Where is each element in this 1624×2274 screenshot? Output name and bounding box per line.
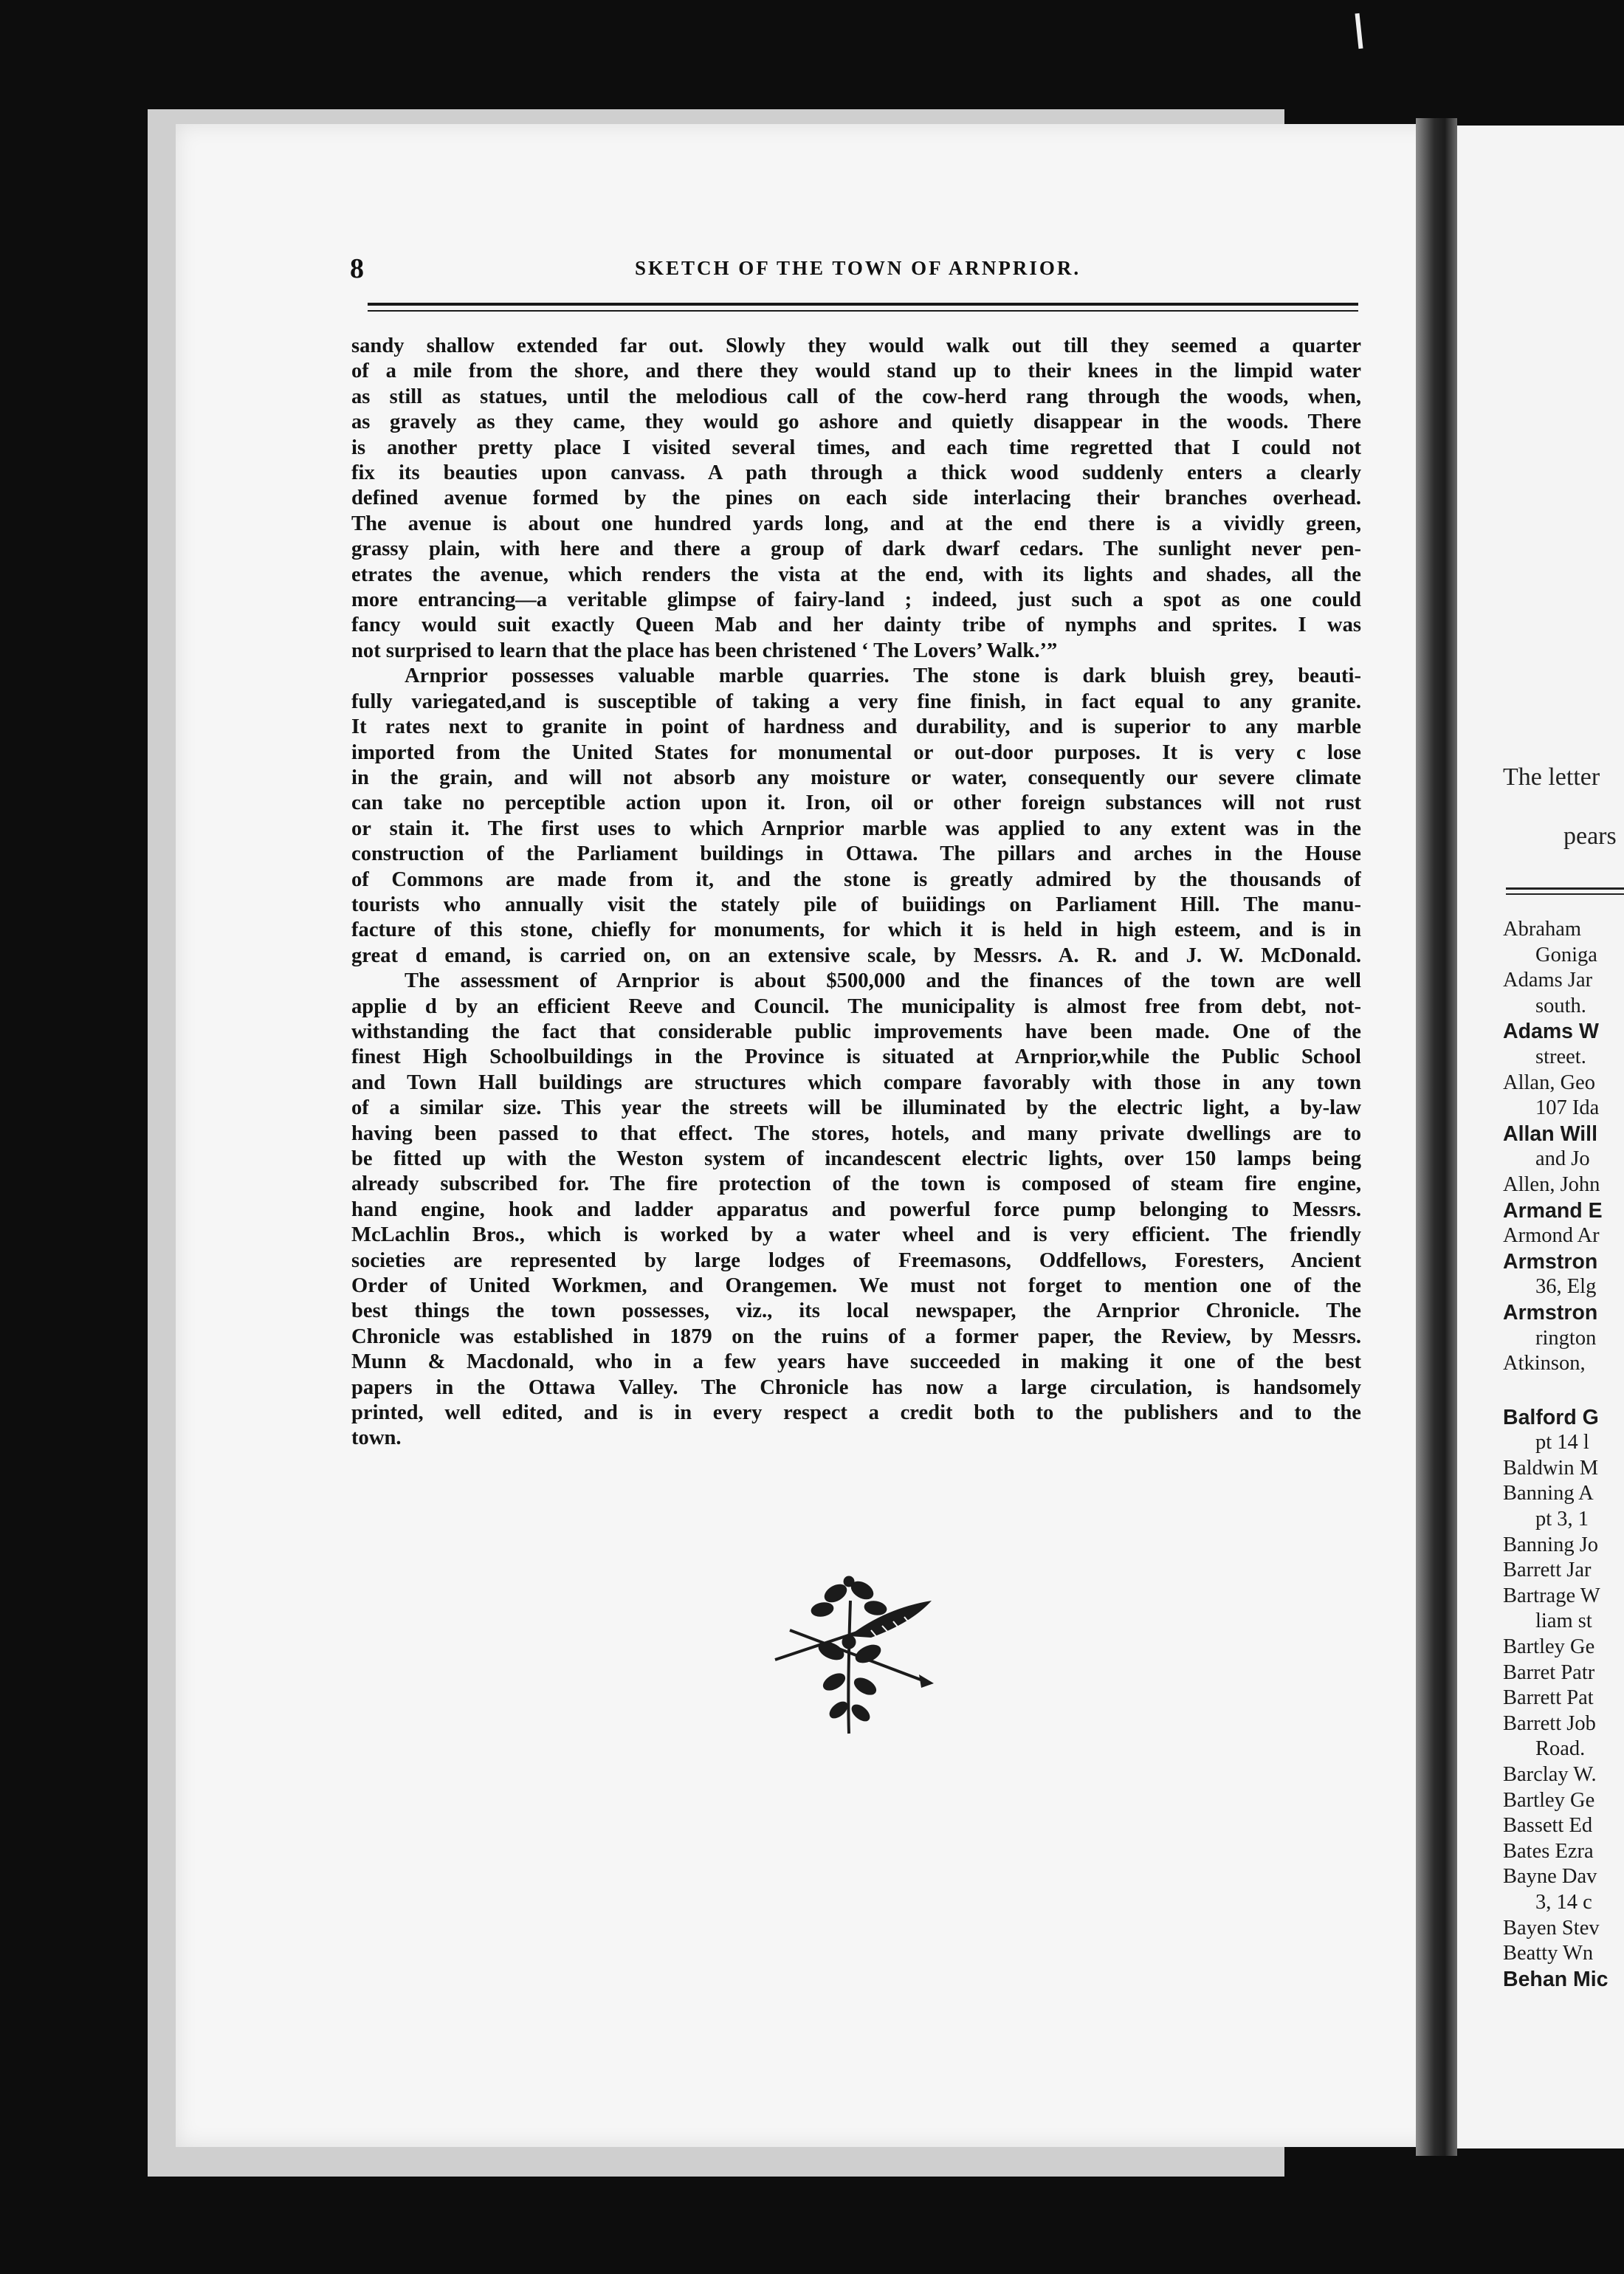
directory-entry-continuation: pt 3, 1 xyxy=(1535,1508,1589,1531)
text-line: of a similar size. This year the streets will be illuminated by the electric light, a by-law xyxy=(351,1096,1361,1120)
directory-entry-continuation: 36, Elg xyxy=(1535,1275,1597,1299)
directory-entry: Barret Patr xyxy=(1503,1660,1595,1684)
text-line: societies are represented by large lodges of Freemasons, Oddfellows, Foresters, Ancient xyxy=(351,1248,1361,1272)
text-line: grassy plain, with here and there a group of dark dwarf cedars. The sunlight never pen- xyxy=(351,537,1361,561)
text-line: defined avenue formed by the pines on each side interlacing their branches overhead. xyxy=(351,487,1361,510)
directory-entry: Bayne Dav xyxy=(1503,1865,1597,1889)
directory-entry: Bartley Ge xyxy=(1503,1788,1595,1812)
text-line: construction of the Parliament buildings in Ottawa. The pillars and arches in the House xyxy=(351,842,1361,866)
text-line: already subscribed for. The fire protection of the town is composed of steam fire engine, xyxy=(351,1172,1361,1196)
text-line: papers in the Ottawa Valley. The Chronicle has now a large circulation, is handsomely xyxy=(351,1375,1361,1399)
directory-entry: Balford G xyxy=(1503,1405,1599,1429)
right-page-rule xyxy=(1506,887,1624,890)
text-line: of Commons are made from it, and the stone is greatly admired by the thousands of xyxy=(351,868,1361,891)
directory-entry: Bartley Ge xyxy=(1503,1635,1595,1659)
text-line: sandy shallow extended far out. Slowly they would walk out till they seemed a quarter xyxy=(351,334,1361,357)
directory-entry: Barrett Job xyxy=(1503,1711,1596,1735)
text-line: best things the town possesses, viz., its local newspaper, the Arnprior Chronicle. The xyxy=(351,1299,1361,1323)
directory-entry: Armand E xyxy=(1503,1198,1603,1223)
text-line: Chronicle was established in 1879 on the ruins of a former paper, the Review, by Messrs. xyxy=(351,1325,1361,1348)
directory-entry: Bayen Stev xyxy=(1503,1916,1600,1940)
text-line: applie d by an efficient Reeve and Council. The municipality is almost free from debt, not- xyxy=(351,995,1361,1018)
text-line: tourists who annually visit the stately pile of buiidings on Parliament Hill. The manu- xyxy=(351,893,1361,916)
text-line: hand engine, hook and ladder apparatus and powerful force pump belonging to Messrs. xyxy=(351,1198,1361,1221)
directory-entry: Banning Jo xyxy=(1503,1533,1599,1556)
directory-entry-continuation: rington xyxy=(1535,1326,1597,1350)
directory-entry-continuation: pt 14 l xyxy=(1535,1431,1589,1454)
page-number: 8 xyxy=(350,253,364,284)
text-line: fix its beauties upon canvass. A path through a thick wood suddenly enters a clearly xyxy=(351,461,1361,485)
directory-entry: Armstron xyxy=(1503,1300,1598,1325)
directory-entry: Bartrage W xyxy=(1503,1584,1600,1607)
directory-entry-continuation: Goniga xyxy=(1535,943,1597,966)
text-line: is another pretty place I visited several times, and each time regretted that I could not xyxy=(351,436,1361,459)
text-line: etrates the avenue, which renders the vista at the end, with its lights and shades, all the xyxy=(351,563,1361,586)
text-line: fancy would suit exactly Queen Mab and her dainty tribe of nymphs and sprites. I was xyxy=(351,614,1361,637)
directory-entry: Behan Mic xyxy=(1503,1967,1608,1991)
text-line: imported from the United States for monumental or out-door purposes. It is very c lose xyxy=(351,741,1361,764)
directory-entry-continuation: street. xyxy=(1535,1045,1586,1068)
directory-entry: Baldwin M xyxy=(1503,1456,1599,1480)
text-line: town. xyxy=(351,1426,402,1450)
body-text xyxy=(351,334,1361,1452)
directory-entry: Allen, John xyxy=(1503,1172,1600,1196)
directory-entry: Bates Ezra xyxy=(1503,1839,1594,1863)
directory-entry: Armond Ar xyxy=(1503,1224,1600,1248)
text-line: Munn & Macdonald, who in a few years have succeeded in making it one of the best xyxy=(351,1350,1361,1374)
directory-entry: Allan Will xyxy=(1503,1121,1597,1146)
text-line: more entrancing—a veritable glimpse of fairy-land ; indeed, just such a spot as one could xyxy=(351,588,1361,612)
text-line: Order of United Workmen, and Orangemen. We must not forget to mention one of the xyxy=(351,1274,1361,1298)
right-page-rule-thin xyxy=(1506,893,1624,895)
text-line: as still as statues, until the melodious call of the cow-herd rang through the woods, when, xyxy=(351,385,1361,408)
text-line: having been passed to that effect. The stores, hotels, and many private dwellings are to xyxy=(351,1121,1361,1145)
text-line: McLachlin Bros., which is worked by a water wheel and is very efficient. The friendly xyxy=(351,1223,1361,1247)
text-line: great d emand, is carried on, on an extensive scale, by Messrs. A. R. and J. W. McDonald. xyxy=(351,944,1361,967)
text-line: or stain it. The first uses to which Arnprior marble was applied to any extent was in the xyxy=(351,817,1361,840)
paragraph-start: Arnprior possesses valuable marble quarries. The stone is dark bluish grey, beauti- xyxy=(405,664,1361,688)
directory-entry: Abraham xyxy=(1503,918,1582,941)
directory-entry-continuation: Road. xyxy=(1535,1737,1586,1761)
text-line: finest High Schoolbuildings in the Province is situated at Arnprior,while the Public School xyxy=(351,1045,1361,1069)
directory-entry: Bassett Ed xyxy=(1503,1814,1593,1838)
header-rule-thick xyxy=(368,303,1358,306)
directory-entry: Atkinson, xyxy=(1503,1352,1586,1375)
scan-edge-mark xyxy=(1355,13,1363,49)
text-line: facture of this stone, chiefly for monuments, for which it is held in high esteem, and is in xyxy=(351,918,1361,942)
directory-entry-continuation: and Jo xyxy=(1535,1147,1590,1171)
directory-entry: Allan, Geo xyxy=(1503,1071,1596,1094)
text-line: in the grain, and will not absorb any moisture or water, consequently our severe climate xyxy=(351,766,1361,789)
directory-entry-continuation: 107 Ida xyxy=(1535,1096,1600,1120)
directory-entry: Barrett Pat xyxy=(1503,1686,1594,1710)
directory-list xyxy=(1503,917,1624,1992)
directory-entry: Banning A xyxy=(1503,1482,1594,1505)
directory-entry: Armstron xyxy=(1503,1249,1598,1274)
text-line: as gravely as they came, they would go ashore and quietly disappear in the woods. There xyxy=(351,411,1361,434)
text-line: of a mile from the shore, and there they would stand up to their knees in the limpid water xyxy=(351,360,1361,383)
text-line: withstanding the fact that considerable public improvements have been made. One of the xyxy=(351,1020,1361,1043)
text-line: can take no perceptible action upon it. Iron, oil or other foreign substances will not rust xyxy=(351,791,1361,815)
text-line: and Town Hall buildings are structures which compare favorably with those in any town xyxy=(351,1071,1361,1094)
text-line: be fitted up with the Weston system of incandescent electric lights, over 150 lamps being xyxy=(351,1147,1361,1170)
paragraph-start: The assessment of Arnprior is about $500,000 and the finances of the town are well xyxy=(405,969,1361,993)
running-head: SKETCH OF THE TOWN OF ARNPRIOR. xyxy=(635,257,1081,279)
directory-entry-continuation: south. xyxy=(1535,994,1586,1017)
header-rule-thin xyxy=(368,310,1358,312)
directory-entry: Barrett Jar xyxy=(1503,1559,1592,1582)
text-line: not surprised to learn that the place has been christened ‘ The Lovers’ Walk.’” xyxy=(351,639,1058,662)
section-gap xyxy=(1503,1377,1624,1405)
directory-entry: Adams Jar xyxy=(1503,969,1593,992)
text-line: printed, well edited, and is in every respect a credit both to the publishers and to the xyxy=(351,1401,1361,1425)
book-gutter xyxy=(1416,118,1457,2156)
directory-entry-continuation: liam st xyxy=(1535,1610,1592,1633)
directory-entry: Adams W xyxy=(1503,1020,1599,1044)
right-page-heading-continued: pears xyxy=(1563,822,1617,850)
text-line: The avenue is about one hundred yards long, and at the end there is a vividly green, xyxy=(351,512,1361,535)
floral-ornament-icon xyxy=(760,1571,937,1741)
directory-entry: Beatty Wn xyxy=(1503,1942,1594,1965)
text-line: It rates next to granite in point of hardness and durability, and is superior to any marble xyxy=(351,715,1361,739)
directory-entry: Barclay W. xyxy=(1503,1763,1597,1786)
right-page-heading: The letter xyxy=(1503,763,1600,791)
directory-entry-continuation: 3, 14 c xyxy=(1535,1890,1592,1914)
text-line: fully variegated,and is susceptible of taking a very fine finish, in fact equal to any granite. xyxy=(351,690,1361,713)
